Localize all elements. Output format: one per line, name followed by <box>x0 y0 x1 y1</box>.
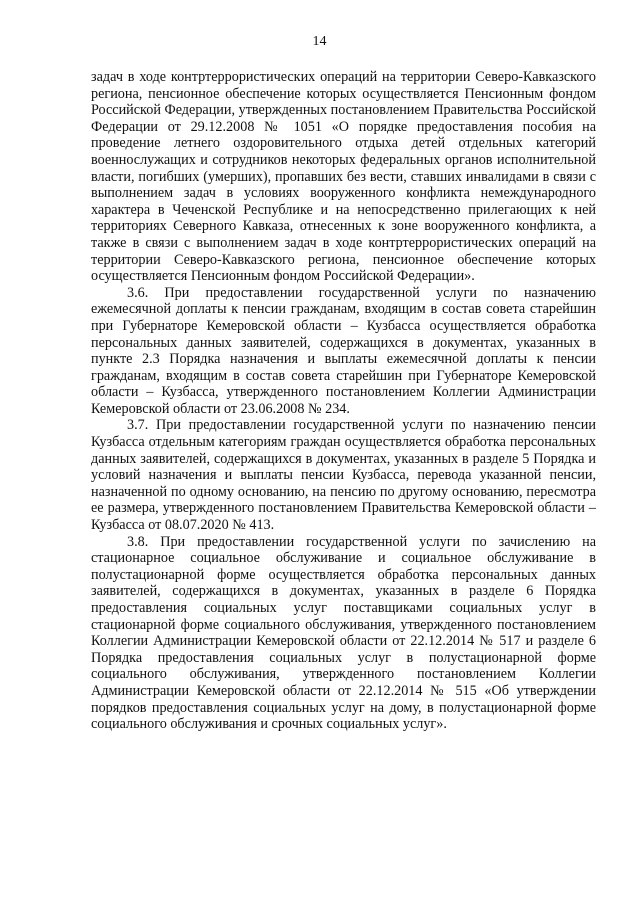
paragraph-item-3-8: 3.8. При предоставлении государственной услуги по зачислению на стационарное социальное обслуживание и социальное обслуживание в полустационарной форме осуществляется обработка персональных данных заявителей, содержащихся в документах, указанных в разделе 6 Порядка предоставления социальных услуг поставщиками социальных услуг в стационарной форме социального обслуживания, утвержденного постановлением Коллегии Администрации Кемеровской области от 22.12.2014 № 517 и разделе 6 Порядка предоставления социальных услуг в полустационарной форме социального обслуживания, утвержденного постановлением Коллегии Администрации Кемеровской области от 22.12.2014 № 515 «Об утверждении порядков предоставления социальных услуг на дому, в полустационарной форме социального обслуживания и срочных социальных услуг». <box>91 533 596 733</box>
paragraph-item-3-7: 3.7. При предоставлении государственной услуги по назначению пенсии Кузбасса отдельным категориям граждан осуществляется обработка персональных данных заявителей, содержащихся в документах, указанных в разделе 5 Порядка и условий назначения и выплаты пенсии Кузбасса, перевода указанной пенсии, назначенной по одному основанию, на пенсию по другому основанию, пересмотра ее размера, утвержденного постановлением Правительства Кемеровской области – Кузбасса от 08.07.2020 № 413. <box>91 417 596 534</box>
paragraph-item-3-6: 3.6. При предоставлении государственной услуги по назначению ежемесячной доплаты к пенсии гражданам, входящим в состав совета старейшин при Губернаторе Кемеровской области – Кузбасса осуществляется обработка персональных данных заявителей, содержащихся в документах, указанных в пункте 2.3 Порядка назначения и выплаты ежемесячной доплаты к пенсии гражданам, входящим в состав совета старейшин при Губернаторе Кемеровской области – Кузбасса, утвержденного постановлением Коллегии Администрации Кемеровской области от 23.06.2008 № 234. <box>91 284 596 417</box>
document-body <box>91 69 596 733</box>
paragraph-continuation: задач в ходе контртеррористических операций на территории Северо-Кавказского региона, пенсионное обеспечение которых осуществляется Пенсионным фондом Российской Федерации, утвержденных постановлением Правительства Российской Федерации от 29.12.2008 № 1051 «О порядке предоставления пособия на проведение летнего оздоровительного отдыха детей отдельных категорий военнослужащих и сотрудников некоторых федеральных органов исполнительной власти, погибших (умерших), пропавших без вести, ставших инвалидами в связи с выполнением задач в условиях вооруженного конфликта немеждународного характера в Чеченской Республике и на непосредственно прилегающих к ней территориях Северного Кавказа, отнесенных к зоне вооруженного конфликта, а также в связи с выполнением задач в ходе контртеррористических операций на территории Северо-Кавказского региона, пенсионное обеспечение которых осуществляется Пенсионным фондом Российской Федерации». <box>91 69 596 285</box>
page-number: 14 <box>312 34 327 49</box>
